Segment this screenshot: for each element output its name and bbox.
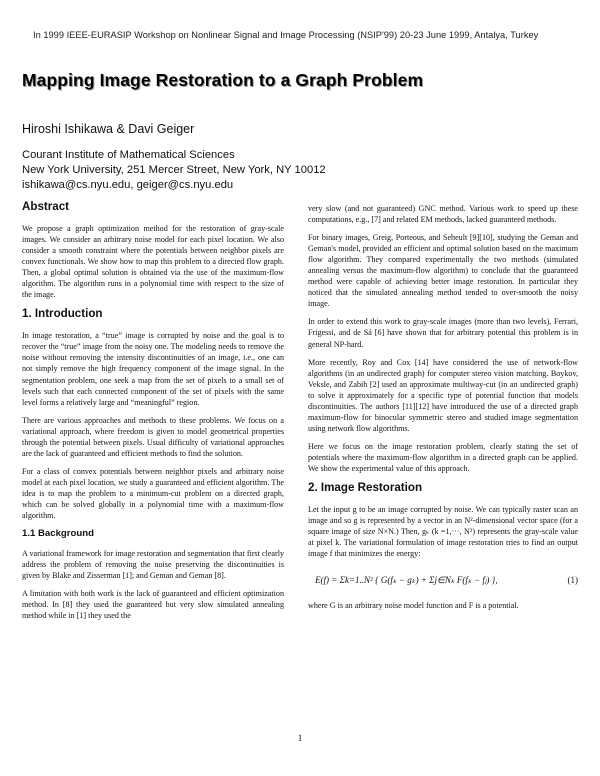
abstract-heading: Abstract xyxy=(22,200,70,213)
background-heading: 1.1 Background xyxy=(22,528,94,540)
affiliation-address: New York University, 251 Mercer Street, New York, NY 10012 xyxy=(22,164,326,176)
equation-body: E(f) = Σk=1..N² { G(fₖ − gₖ) + Σj∈Nₖ F(fₖ − fⱼ) }, xyxy=(315,574,498,585)
right-paragraph-4: More recently, Roy and Cox [14] have considered the use of network-flow algorithms (in an undirected graph) for computer stereo vision matching. Boykov, Veksle, and Zabih [2] used an approximate multiway-cut (in an undirected graph) to solve it approximately for a specific type of potential function that models discontinuities. The authors [11][12] have introduced the use of a directed graph maximum-flow for binocular symmetric stereo and studied image segmentation using network flow algorithms. xyxy=(308,357,578,433)
restoration-paragraph-2: where G is an arbitrary noise model function and F is a potential. xyxy=(308,601,519,611)
running-header: In 1999 IEEE-EURASIP Workshop on Nonlinear Signal and Image Processing (NSIP'99) 20-23 June 1999, Antalya, Turkey xyxy=(33,30,539,40)
intro-paragraph-3: For a class of convex potentials between neighbor pixels and arbitrary noise model at each pixel location, we study a guaranteed and efficient algorithm. The idea is to map the problem to a minimum-cut problem on a directed graph, which can be solved globally in a polynomial time with a maximum-flow algorithm. xyxy=(22,466,284,521)
right-paragraph-1: very slow (and not guaranteed) GNC method. Various work to speed up these computations, e.g., [7] and related EM methods, lacked guaranteed methods. xyxy=(308,204,578,225)
paper-title: Mapping Image Restoration to a Graph Problem xyxy=(22,70,424,90)
energy-equation xyxy=(308,566,578,594)
affiliation xyxy=(22,148,326,193)
background-paragraph-2: A limitation with both work is the lack of guaranteed and efficient optimization method. In [8] they used the guaranteed but very slow simulated annealing method while in [1] they used the xyxy=(22,589,284,621)
image-restoration-heading: 2. Image Restoration xyxy=(308,481,423,495)
right-column xyxy=(308,203,578,618)
intro-paragraph-2: There are various approaches and methods to these problems. We focus on a variational approach, where freedom is given to model geometrical properties through the potential between pixels. Usual difficulty of variational approaches are the lack of guaranteed and efficient methods to find the solution. xyxy=(22,415,284,458)
equation-number: (1) xyxy=(567,574,578,585)
introduction-heading: 1. Introduction xyxy=(22,307,103,321)
intro-paragraph-1: In image restoration, a “true” image is corrupted by noise and the goal is to recover the “true” image from the noisy one. The modeling needs to remove the noise without removing the intensity discontinuities of an image, i.e., one can not simply remove the high frequency component of the image signal. In the segmentation problem, one seek a map from the set of pixels to a small set of levels such that each connected component of the set of pixels with the same level forms a relatively large and “meaningful” region. xyxy=(22,331,284,407)
right-paragraph-5: Here we focus on the image restoration problem, clearly stating the set of potentials where the maximum-flow algorithm in a directed graph can be applied. We show the experimental value of this approach. xyxy=(308,441,578,473)
affiliation-institute: Courant Institute of Mathematical Sciences xyxy=(22,149,235,161)
right-paragraph-3: In order to extend this work to gray-scale images (more than two levels), Ferrari, Frigessi, and de Sá [6] have shown that for arbitrary potential this problem is in general NP-hard. xyxy=(308,317,578,349)
left-column xyxy=(22,200,284,628)
right-paragraph-2: For binary images, Greig, Porteous, and Seheult [9][10], studying the Geman and Geman's model, provided an efficient and optimal solution based on the maximum flow algorithm. They compared experimentally the two methods (simulated annealing versus the maximum-flow algorithm) to conclude that the guaranteed method were capable of achieving better image restoration. In particular they noticed that the simulated annealing method tended to over-smooth the noisy image. xyxy=(308,233,578,309)
page-number: 1 xyxy=(297,733,303,743)
authors: Hiroshi Ishikawa & Davi Geiger xyxy=(22,122,195,136)
affiliation-emails: ishikawa@cs.nyu.edu, geiger@cs.nyu.edu xyxy=(22,179,234,191)
background-paragraph-1: A variational framework for image restoration and segmentation that first clearly address the problem of removing the noise preserving the discontinuities is given by Blake and Zisserman [1]; and Geman and Geman [8]. xyxy=(22,549,284,581)
abstract-text: We propose a graph optimization method for the restoration of gray-scale images. We consider an arbitrary noise model for each pixel location. We also consider a smooth constraint where the potentials between neighbor pixels are convex functionals. We show how to map this problem to a directed flow graph. Then, a global optimal solution is obtained via the use of the maximum-flow algorithm. The algorithm runs in a polynomial time with respect to the size of the image. xyxy=(22,224,284,300)
restoration-paragraph-1: Let the input g to be an image corrupted by noise. We can typically raster scan an image and so g is represented by a vector in an N²-dimensional vector space (for a square image of size N×N.) Then, gₖ (k =1,···, N²) represents the gray-scale value at pixel k. The variational formulation of image restoration tries to find an output image f that minimizes the energy: xyxy=(308,505,578,559)
